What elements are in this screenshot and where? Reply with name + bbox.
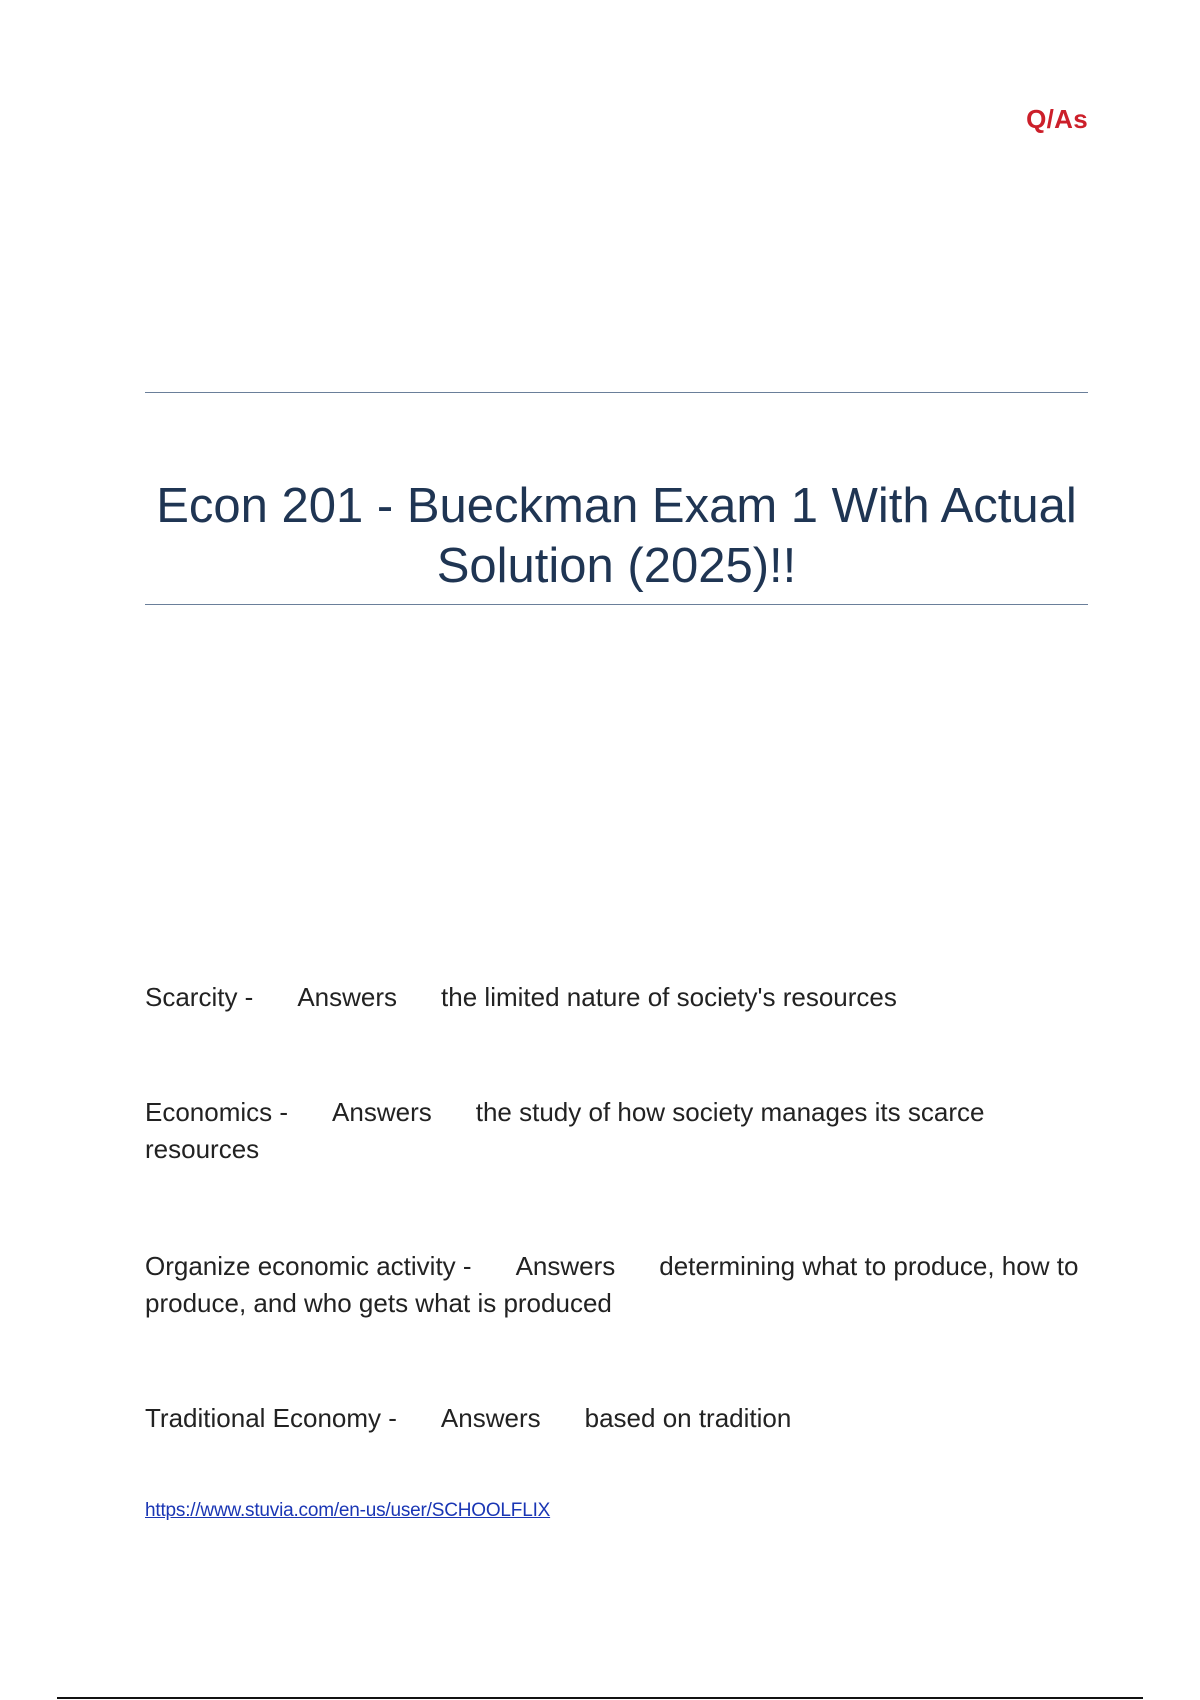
qa-item	[145, 1248, 1090, 1322]
qa-term: Economics -	[145, 1097, 289, 1127]
qa-definition: the limited nature of society's resources	[441, 982, 897, 1012]
title-bottom-divider	[145, 604, 1088, 605]
qa-definition: determining what to produce, how to produce, and who gets what is produced	[145, 1251, 1079, 1318]
qa-item	[145, 1400, 1090, 1437]
qa-answer-label: Answers	[440, 1403, 541, 1433]
qa-item	[145, 979, 1090, 1016]
qa-definition: based on tradition	[584, 1403, 792, 1433]
qa-term: Organize economic activity -	[145, 1251, 472, 1281]
qa-badge: Q/As	[1026, 104, 1088, 134]
qa-term: Traditional Economy -	[145, 1403, 397, 1433]
qa-term: Scarcity -	[145, 982, 254, 1012]
qa-answer-label: Answers	[515, 1251, 616, 1281]
qa-answer-label: Answers	[332, 1097, 432, 1127]
title-top-divider	[145, 392, 1088, 393]
footer-divider	[57, 1697, 1143, 1699]
document-title: Econ 201 - Bueckman Exam 1 With Actual Solution (2025)!!	[156, 479, 1077, 593]
source-link[interactable]: https://www.stuvia.com/en-us/user/SCHOOLFLIX	[145, 1500, 551, 1521]
qa-answer-label: Answers	[297, 982, 398, 1012]
qa-definition: the study of how society manages its scarce resources	[145, 1097, 985, 1164]
qa-item	[145, 1094, 1090, 1168]
